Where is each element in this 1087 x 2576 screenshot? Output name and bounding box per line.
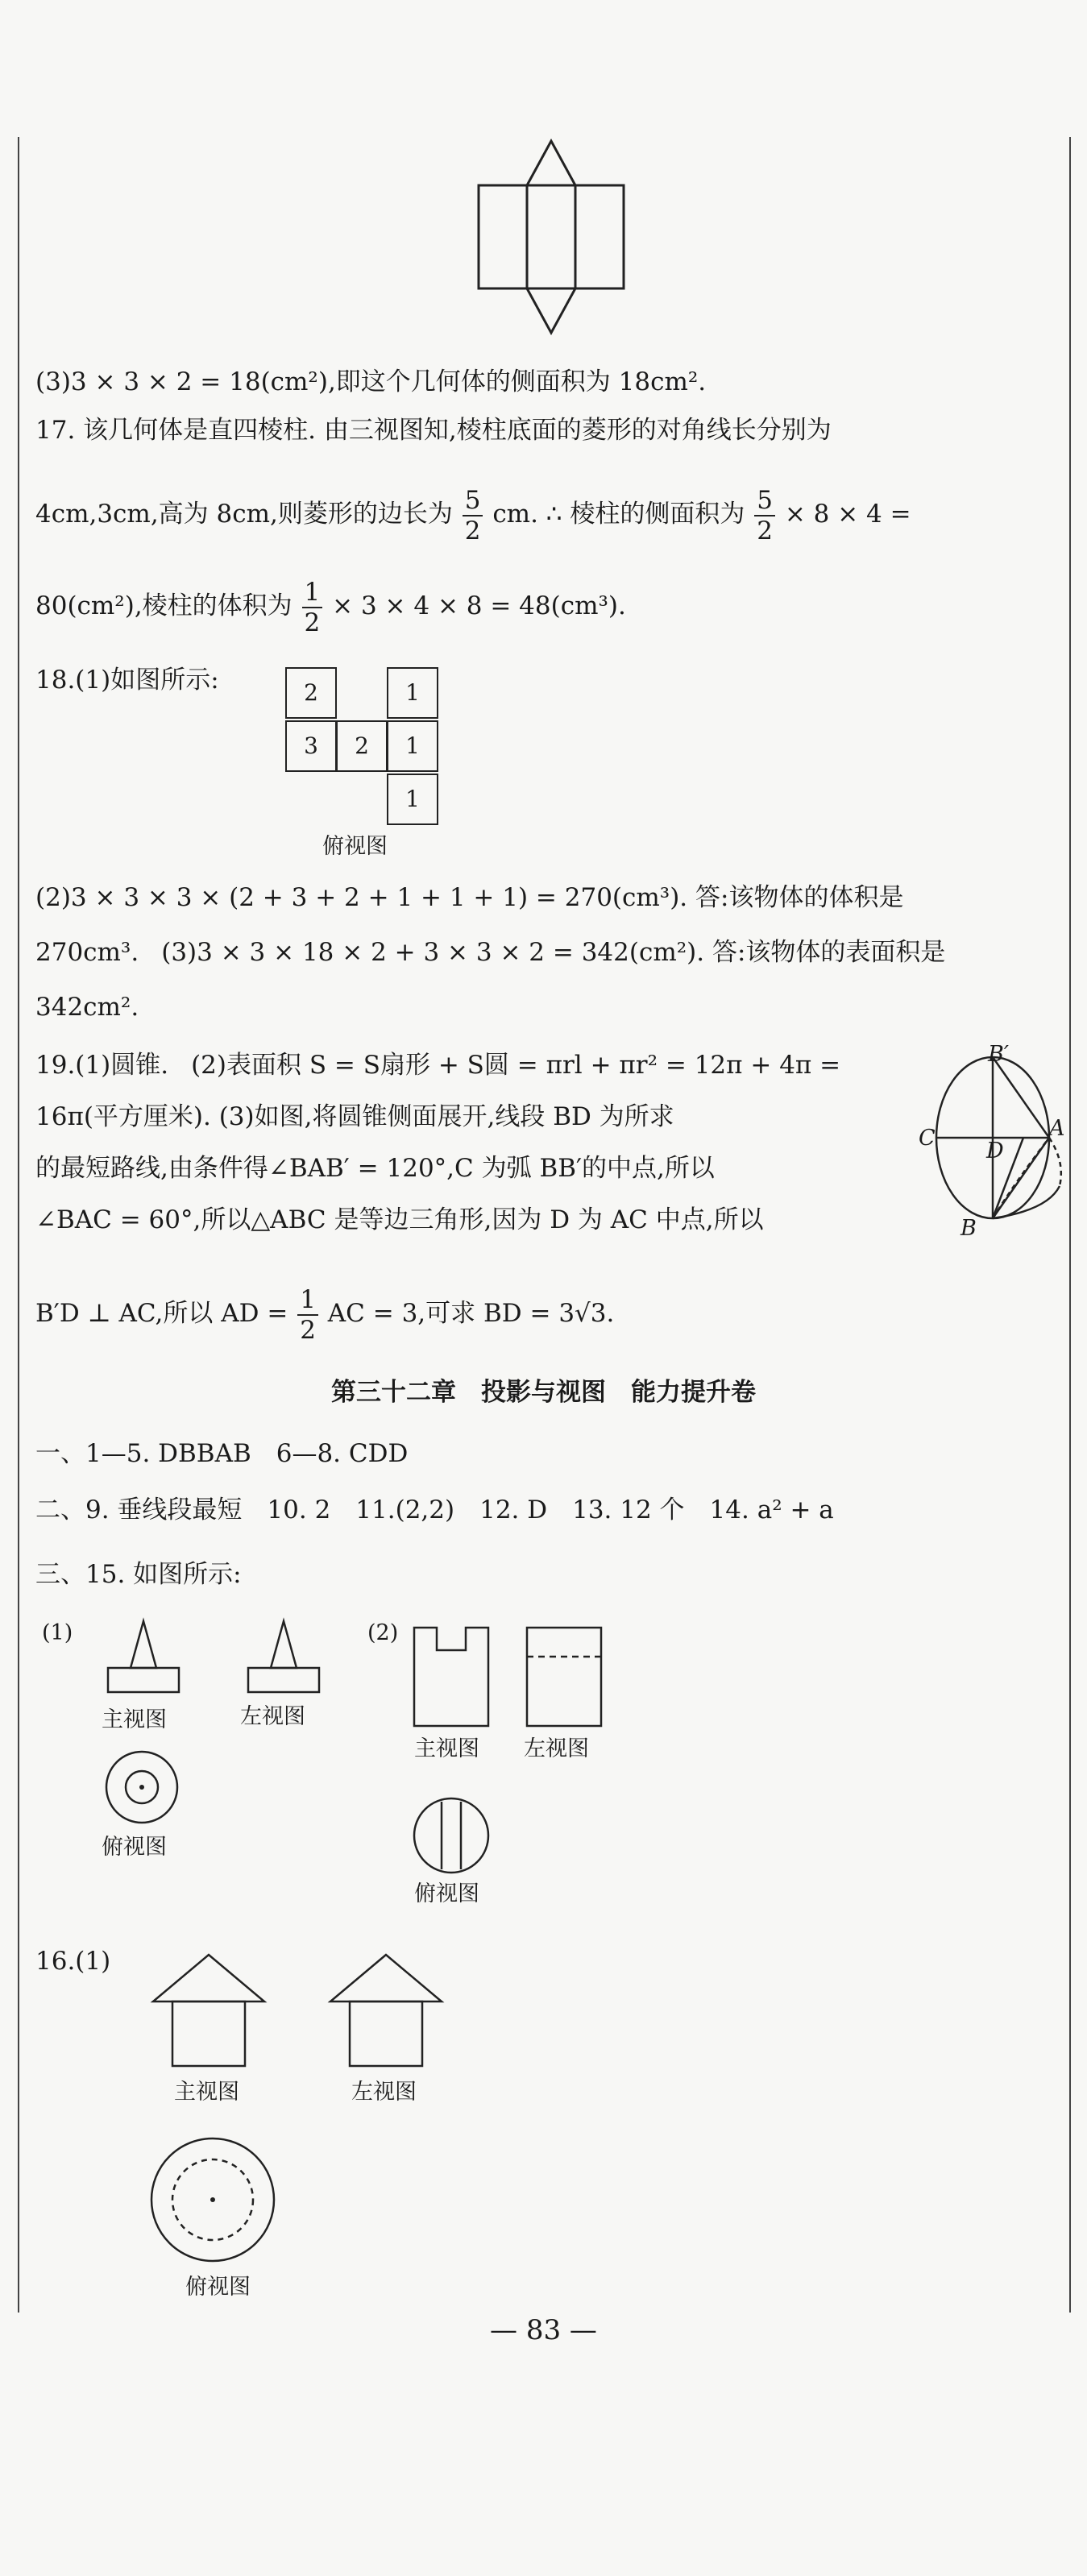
fraction-1-2-b: $\frac{1}{2}$ [297, 1285, 318, 1345]
q15-part1-label: (1) [42, 1620, 73, 1645]
page-number: — 83 — [490, 2314, 597, 2346]
cone-label: C [919, 1126, 936, 1151]
fraction-1-2: $\frac{1}{2}$ [302, 578, 323, 637]
answer-16-3: (3)3 × 3 × 2 = 18(cm²),即这个几何体的侧面积为 18cm². [35, 367, 707, 396]
section-1-answers: 一、1—5. DBBAB 6—8. CDD [35, 1439, 409, 1468]
q16-top-caption: 俯视图 [185, 2275, 251, 2300]
q16-left-view [326, 1950, 446, 2071]
answer-18-2b: 270cm³. (3)3 × 3 × 18 × 2 + 3 × 3 × 2 = 342(cm²). 答:该物体的表面积是 [35, 938, 946, 967]
q16-label: 16.(1) [35, 1947, 111, 1976]
grid-cell: 1 [387, 720, 438, 772]
q15-front-view [103, 1616, 184, 1697]
grid-cell: 3 [285, 720, 337, 772]
q15-part2-label: (2) [367, 1620, 399, 1645]
grid-cell: 2 [336, 720, 388, 772]
prism-net-figure [475, 137, 629, 338]
q16-top-view [148, 2135, 277, 2264]
q15-2-front-view [411, 1624, 492, 1729]
q16-front-view [148, 1950, 269, 2071]
answer-19-line2: 16π(平方厘米). (3)如图,将圆锥侧面展开,线段 BD 为所求 [35, 1102, 674, 1131]
chapter-title: 第三十二章 投影与视图 能力提升卷 [331, 1378, 756, 1407]
answer-17-line3: 80(cm²),棱柱的体积为 $\frac{1}{2}$ × 3 × 4 × 8 = 48(cm³). [35, 577, 626, 637]
q15-2-top-caption: 俯视图 [414, 1881, 479, 1906]
grid-cell: 1 [387, 774, 438, 825]
q15-front-caption: 主视图 [102, 1707, 167, 1732]
cone-label: A [1049, 1116, 1065, 1141]
left-margin-rule [18, 137, 19, 2313]
q15-top-view [103, 1748, 180, 1826]
section-2-answers: 二、9. 垂线段最短 10. 2 11.(2,2) 12. D 13. 12 个 14. a² + a [35, 1495, 834, 1524]
answer-19-line3: 的最短路线,由条件得∠BAB′ = 120°,C 为弧 BB′的中点,所以 [35, 1154, 715, 1183]
q15-left-view [243, 1616, 324, 1697]
top-view-caption: 俯视图 [322, 834, 388, 859]
answer-19-line5: B′D ⊥ AC,所以 AD = $\frac{1}{2}$ AC = 3,可求 BD = 3√3. [35, 1284, 615, 1345]
answer-18-1: 18.(1)如图所示: [35, 666, 219, 695]
fraction-5-2: $\frac{5}{2}$ [463, 486, 483, 545]
q15-left-caption: 左视图 [240, 1704, 305, 1729]
answer-19-line1: 19.(1)圆锥. (2)表面积 S = S扇形 + S圆 = πrl + πr² = 12π + 4π = [35, 1051, 841, 1080]
cone-label: D [986, 1139, 1004, 1164]
q15-2-front-caption: 主视图 [414, 1736, 479, 1761]
section-3-heading: 三、15. 如图所示: [35, 1560, 242, 1589]
q15-2-top-view [411, 1795, 492, 1876]
cone-label: B′ [988, 1042, 1009, 1067]
q15-2-left-view [524, 1624, 604, 1729]
q15-top-caption: 俯视图 [102, 1835, 167, 1860]
answer-18-2c: 342cm². [35, 993, 139, 1022]
grid-cell: 2 [285, 667, 337, 719]
grid-cell: 1 [387, 667, 438, 719]
q16-left-caption: 左视图 [351, 2080, 417, 2105]
right-margin-rule [1069, 137, 1071, 2313]
answer-19-line4: ∠BAC = 60°,所以△ABC 是等边三角形,因为 D 为 AC 中点,所以 [35, 1205, 764, 1234]
cone-label: B [960, 1216, 977, 1241]
fraction-5-2-b: $\frac{5}{2}$ [754, 486, 775, 545]
answer-18-2: (2)3 × 3 × 3 × (2 + 3 + 2 + 1 + 1 + 1) = 270(cm³). 答:该物体的体积是 [35, 883, 904, 912]
q16-front-caption: 主视图 [174, 2080, 239, 2105]
answer-17-line2: 4cm,3cm,高为 8cm,则菱形的边长为 $\frac{5}{2}$ cm. ∴ 棱柱的侧面积为 $\frac{5}{2}$ × 8 × 4 = [35, 485, 911, 545]
answer-17-line1: 17. 该几何体是直四棱柱. 由三视图知,棱柱底面的菱形的对角线长分别为 [35, 416, 832, 445]
q15-2-left-caption: 左视图 [524, 1736, 589, 1761]
